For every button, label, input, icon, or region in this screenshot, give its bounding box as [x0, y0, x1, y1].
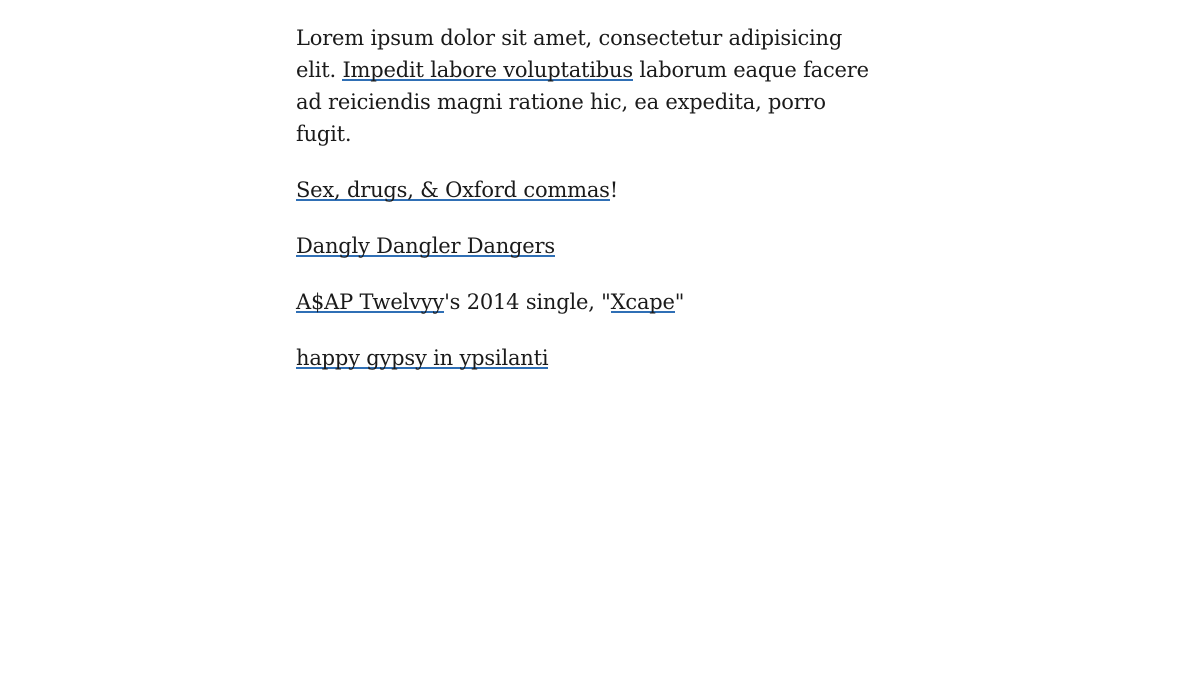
paragraph-asap: [296, 286, 886, 318]
link-impedit[interactable]: Impedit labore voluptatibus: [342, 58, 633, 82]
paragraph-oxford: [296, 174, 886, 206]
link-oxford-commas[interactable]: Sex, drugs, & Oxford commas: [296, 178, 610, 202]
paragraph-gypsy: [296, 342, 886, 374]
article-body: [296, 22, 886, 398]
link-xcape[interactable]: Xcape: [610, 290, 675, 314]
paragraph-text: Lorem ipsum dolor sit amet, consectetur adipisicing elit.: [296, 26, 843, 82]
paragraph-dangers: [296, 230, 886, 262]
paragraph-text: 's 2014 single, ": [444, 290, 611, 314]
paragraph-text: !: [609, 178, 618, 202]
link-happy-gypsy[interactable]: happy gypsy in ypsilanti: [296, 346, 549, 370]
link-dangly-dangers[interactable]: Dangly Dangler Dangers: [296, 234, 555, 258]
link-asap-twelvyy[interactable]: A$AP Twelvyy: [296, 290, 445, 314]
paragraph-text: laborum eaque facere ad reiciendis magni ratione hic, ea expedita, porro fugit.: [296, 58, 869, 146]
paragraph-lorem: [296, 22, 886, 150]
paragraph-text: ": [674, 290, 685, 314]
